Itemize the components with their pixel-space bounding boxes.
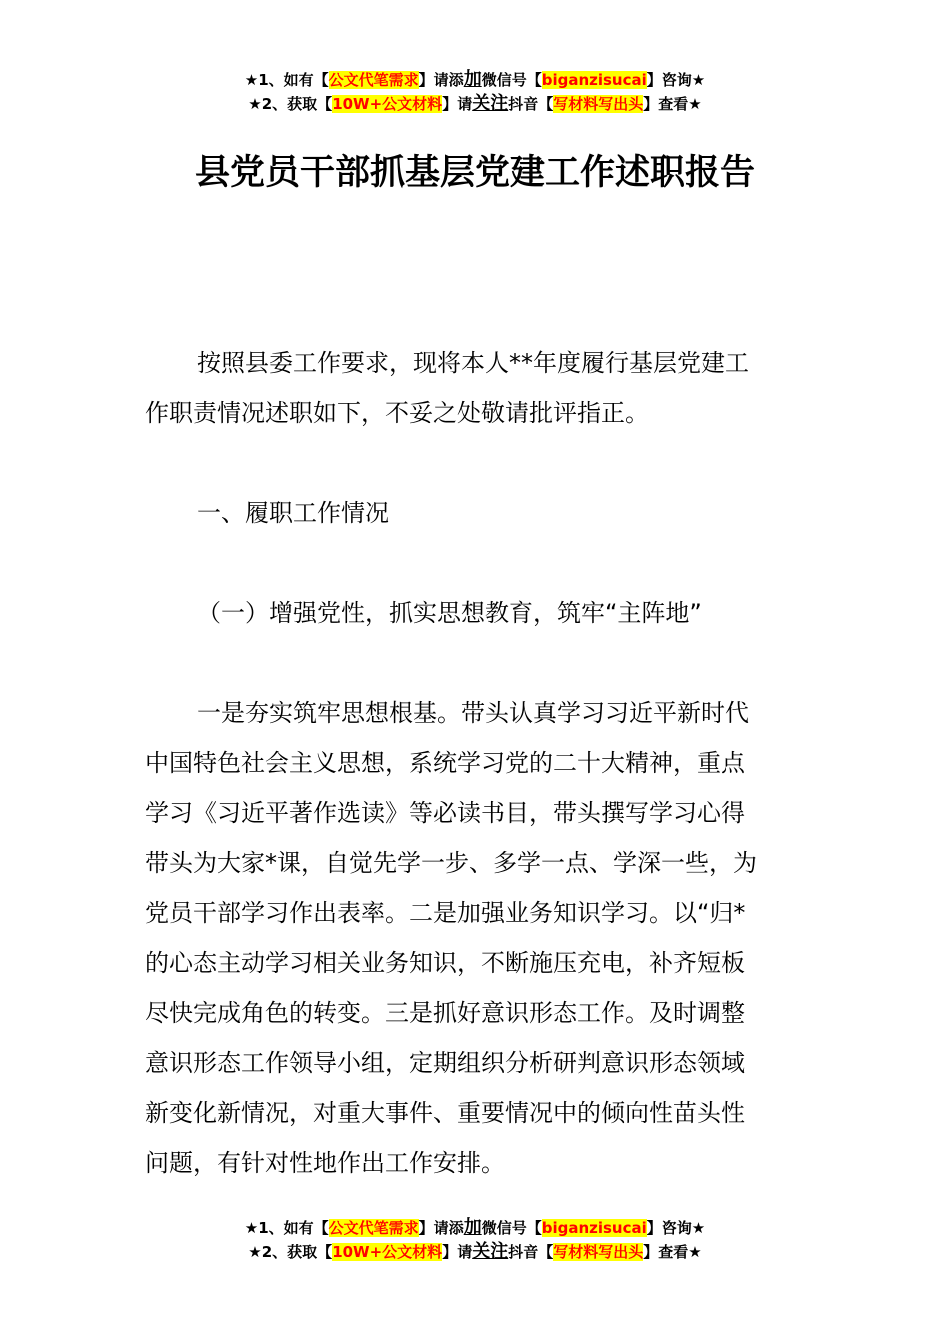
highlight-text: 10W+公文材料 — [332, 1243, 443, 1261]
banner-text: 】请 — [442, 1243, 473, 1261]
text-line: 尽快完成角色的转变。三是抓好意识形态工作。及时调整 — [145, 999, 745, 1027]
banner-text: 】请添 — [418, 71, 464, 89]
banner-text: ★1、如有【 — [244, 71, 329, 89]
banner-text: 抖音【 — [508, 1243, 554, 1261]
banner-text: 】咨询★ — [646, 71, 706, 89]
top-banner — [0, 68, 950, 116]
highlight-text: 10W+公文材料 — [332, 95, 443, 113]
subsection-heading-text: （一）增强党性，抓实思想教育，筑牢“主阵地” — [197, 599, 702, 627]
highlight-text: 公文代笔需求 — [328, 1219, 419, 1237]
intro-paragraph — [145, 338, 807, 438]
banner-text: ★2、获取【 — [248, 1243, 333, 1261]
section-heading-text: 一、履职工作情况 — [197, 499, 389, 527]
text-line: 一是夯实筑牢思想根基。带头认真学习习近平新时代 — [197, 699, 749, 727]
banner-line-2 — [0, 1240, 950, 1264]
underlined-text: 加 — [463, 1217, 482, 1238]
subsection-heading — [145, 588, 807, 638]
body-paragraph — [145, 688, 807, 1188]
text-line: 带头为大家*课，自觉先学一步、多学一点、学深一些，为 — [145, 849, 757, 877]
text-line: 意识形态工作领导小组，定期组织分析研判意识形态领域 — [145, 1049, 745, 1077]
underlined-text: 加 — [463, 69, 482, 90]
text-line: 党员干部学习作出表率。二是加强业务知识学习。以“归* — [145, 899, 746, 927]
text-line: 的心态主动学习相关业务知识，不断施压充电，补齐短板 — [145, 949, 745, 977]
banner-line-1 — [0, 1216, 950, 1240]
text-line: 作职责情况述职如下，不妥之处敬请批评指正。 — [145, 399, 649, 427]
text-line: 新变化新情况，对重大事件、重要情况中的倾向性苗头性 — [145, 1099, 745, 1127]
douyin-account: 写材料写出头 — [553, 95, 644, 113]
bottom-banner — [0, 1216, 950, 1264]
section-heading — [145, 488, 807, 538]
banner-line-1 — [0, 68, 950, 92]
banner-text: 】咨询★ — [646, 1219, 706, 1237]
text-line: 问题，有针对性地作出工作安排。 — [145, 1149, 505, 1177]
underlined-text: 关注 — [472, 1241, 509, 1262]
underlined-text: 关注 — [472, 93, 509, 114]
banner-text: 微信号【 — [481, 71, 542, 89]
highlight-text: 公文代笔需求 — [328, 71, 419, 89]
text-line: 按照县委工作要求，现将本人**年度履行基层党建工 — [197, 349, 749, 377]
banner-text: ★1、如有【 — [244, 1219, 329, 1237]
banner-text: 】查看★ — [643, 95, 702, 113]
banner-text: 抖音【 — [508, 95, 554, 113]
wechat-id: biganzisucai — [541, 71, 647, 89]
banner-text: 】请添 — [418, 1219, 464, 1237]
text-line: 中国特色社会主义思想，系统学习党的二十大精神，重点 — [145, 749, 745, 777]
banner-text: 微信号【 — [481, 1219, 542, 1237]
text-line: 学习《习近平著作选读》等必读书目，带头撰写学习心得 — [145, 799, 745, 827]
banner-text: 】查看★ — [643, 1243, 702, 1261]
banner-text: 】请 — [442, 95, 473, 113]
wechat-id: biganzisucai — [541, 1219, 647, 1237]
document-title: 县党员干部抓基层党建工作述职报告 — [194, 153, 755, 193]
banner-text: ★2、获取【 — [248, 95, 333, 113]
banner-line-2 — [0, 92, 950, 116]
douyin-account: 写材料写出头 — [553, 1243, 644, 1261]
